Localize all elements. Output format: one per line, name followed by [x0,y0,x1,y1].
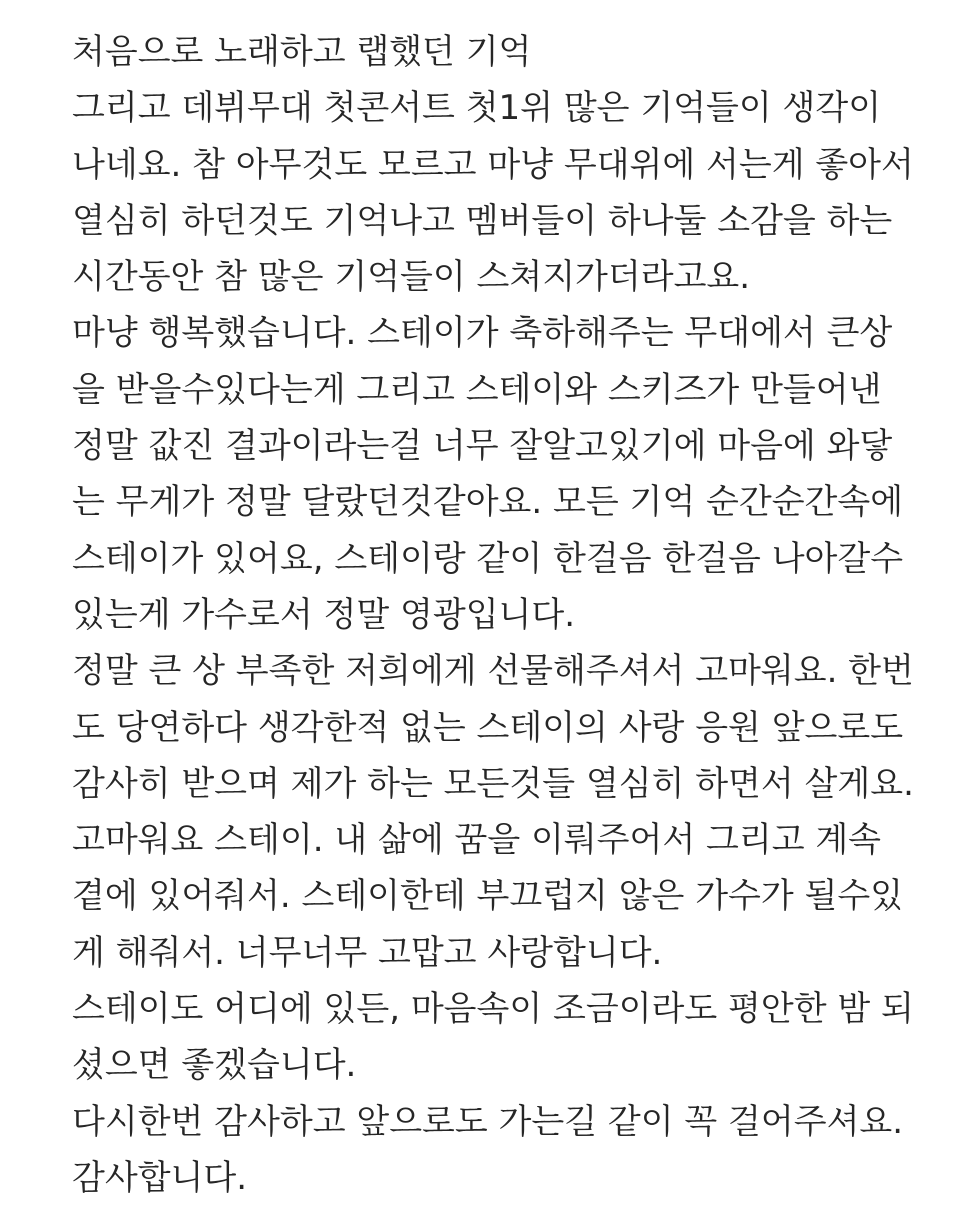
note-line-16: 곁에 있어줘서. 스테이한테 부끄럽지 않은 가수가 될수있 [72,876,904,917]
note-line-4: 열심히 하던것도 기억나고 멤버들이 하나둘 소감을 하는 [72,200,893,241]
note-line-5: 시간동안 참 많은 기억들이 스쳐지가더라고요. [72,257,751,298]
note-line-19: 셨으면 좋겠습니다. [72,1045,357,1086]
note-line-20: 다시한번 감사하고 앞으로도 가는길 같이 꼭 걸어주셔요. [72,1101,904,1142]
note-line-17: 게 해줘서. 너무너무 고맙고 사랑합니다. [72,932,663,973]
note-line-21: 감사합니다. [72,1157,248,1198]
note-line-12: 정말 큰 상 부족한 저희에게 선물해주셔서 고마워요. 한번 [72,651,914,692]
note-line-15: 고마워요 스테이. 내 삶에 꿈을 이뤄주어서 그리고 계속 [72,820,882,861]
note-line-18: 스테이도 어디에 있든, 마음속이 조금이라도 평안한 밤 되 [72,989,914,1030]
note-line-7: 을 받을수있다는게 그리고 스테이와 스키즈가 만들어낸 [72,369,882,410]
note-body [72,24,952,1206]
note-line-1: 처음으로 노래하고 랩했던 기억 [72,32,532,72]
note-line-13: 도 당연하다 생각한적 없는 스테이의 사랑 응원 앞으로도 [72,707,904,748]
note-line-14: 감사히 받으며 제가 하는 모든것들 열심히 하면서 살게요. [72,763,914,804]
note-line-6: 마냥 행복했습니다. 스테이가 축하해주는 무대에서 큰상 [72,313,893,354]
note-line-8: 정말 값진 결과이라는걸 너무 잘알고있기에 마음에 와닿 [72,426,893,467]
note-line-10: 스테이가 있어요, 스테이랑 같이 한걸음 한걸음 나아갈수 [72,538,904,579]
note-line-3: 나네요. 참 아무것도 모르고 마냥 무대위에 서는게 좋아서 [72,144,914,185]
note-line-9: 는 무게가 정말 달랐던것같아요. 모든 기억 순간순간속에 [72,482,904,523]
note-line-11: 있는게 가수로서 정말 영광입니다. [72,594,576,635]
note-line-2: 그리고 데뷔무대 첫콘서트 첫1위 많은 기억들이 생각이 [72,88,882,129]
